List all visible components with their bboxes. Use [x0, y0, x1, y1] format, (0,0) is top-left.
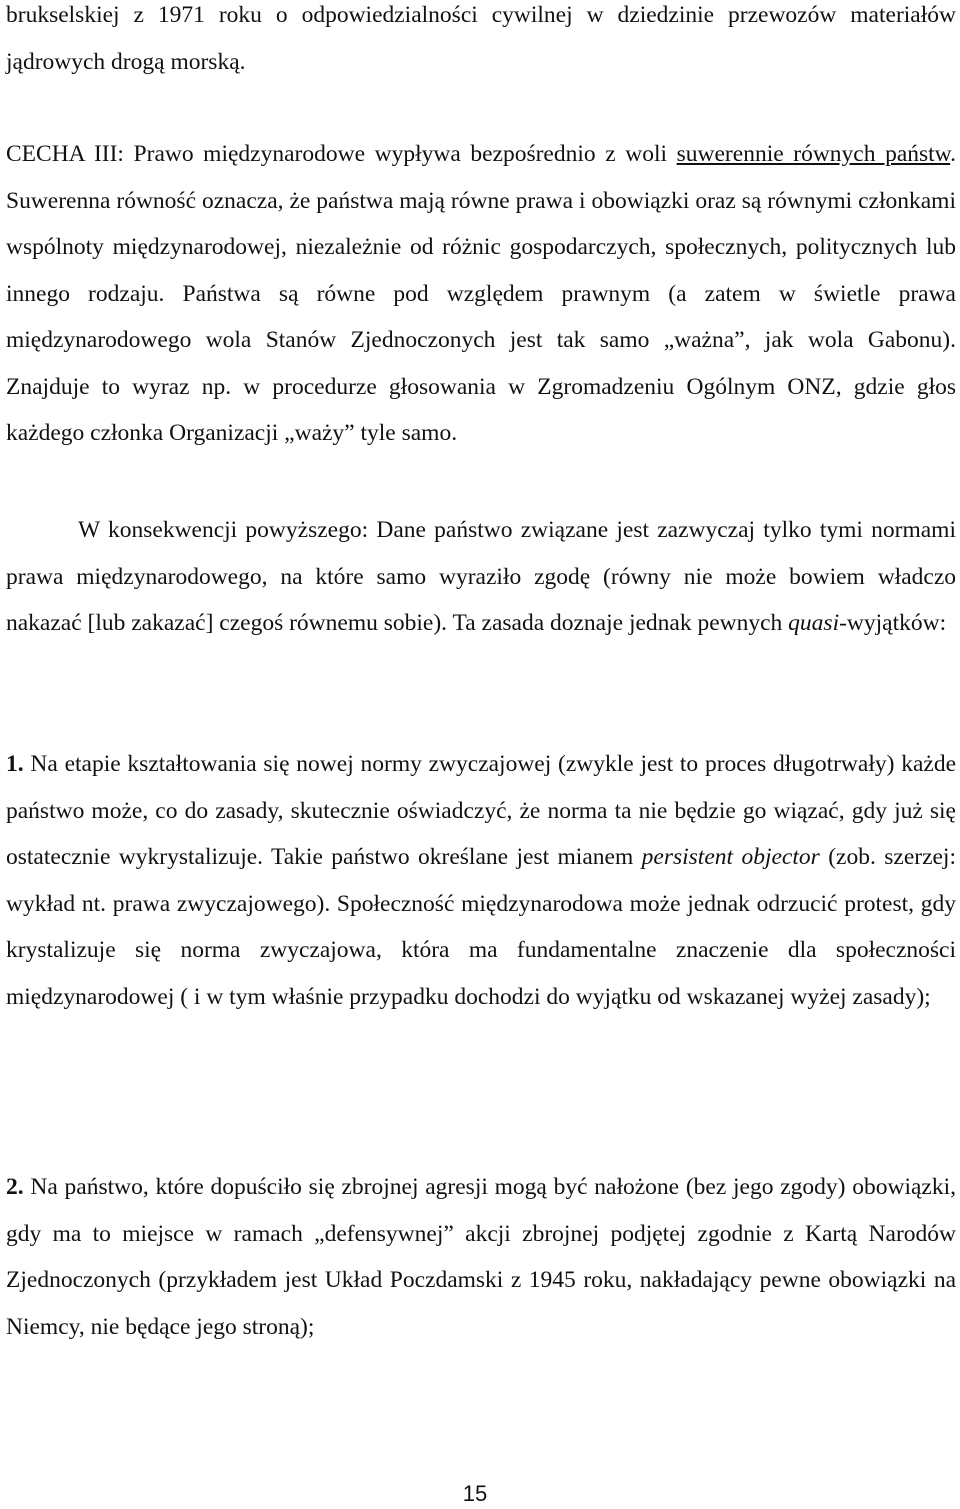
document-page — [6, 0, 956, 1509]
list-item-1-body: Na etapie kształtowania się nowej normy zwyczajowej (zwykle jest to proces długotrwały) każde państwo może, co do zasady, skutecznie oświadczyć, że norma ta nie będzie go wiązać, gdy już się ostatecznie wykrystalizuje. Takie państwo określane jest mianem — [6, 751, 956, 870]
paragraph-cecha-3 — [6, 131, 956, 457]
list-item-1-italic-term: persistent objector — [641, 844, 820, 870]
consequence-body: W konsekwencji powyższego: Dane państwo związane jest zazwyczaj tylko tymi normami prawa międzynarodowego, na które samo wyraziło zgodę (równy nie może bowiem władczo nakazać [lub zakazać] czegoś równemu sobie). Ta zasada doznaje jednak pewnych — [6, 517, 956, 636]
cecha-3-body: . Suwerenna równość oznacza, że państwa mają równe prawa i obowiązki oraz są równymi członkami wspólnoty międzynarodowej, niezależnie od różnic gospodarczych, społecznych, politycznych lub innego rodzaju. Państwa są równe pod względem prawnym (a zatem w świetle prawa międzynarodowego wola Stanów Zjednoczonych jest tak samo „ważna”, jak wola Gabonu). Znajduje to wyraz np. w procedurze głosowania w Zgromadzeniu Ogólnym ONZ, gdzie głos każdego członka Organizacji „waży” tyle samo. — [6, 141, 956, 446]
list-item-2-body: Na państwo, które dopuściło się zbrojnej agresji mogą być nałożone (bez jego zgody) obowiązki, gdy ma to miejsce w ramach „defensywnej” akcji zbrojnej podjętej zgodnie z Kartą Narodów Zjednoczonych (przykładem jest Układ Poczdamski z 1945 roku, nakładający pewne obowiązki na Niemcy, nie będące jego stroną); — [6, 1174, 956, 1340]
paragraph-intro-text: brukselskiej z 1971 roku o odpowiedzialności cywilnej w dziedzinie przewozów materiałów jądrowych drogą morską. — [6, 2, 956, 75]
list-item-1-number: 1. — [6, 751, 24, 777]
paragraph-intro — [6, 0, 956, 85]
list-item-1 — [6, 741, 956, 1020]
paragraph-consequence — [6, 507, 956, 647]
list-item-1-tail: (zob. szerzej: wykład nt. prawa zwyczajowego). Społeczność międzynarodowa może jednak odrzucić protest, gdy krystalizuje się norma zwyczajowa, która ma fundamentalne znaczenie dla społeczności międzynarodowej ( i w tym właśnie przypadku dochodzi do wyjątku od wskazanej wyżej zasady); — [6, 844, 956, 1010]
cecha-3-lead: CECHA III: Prawo międzynarodowe wypływa bezpośrednio z woli — [6, 141, 677, 167]
consequence-italic-term: quasi — [788, 610, 840, 636]
consequence-tail: -wyjątków: — [839, 610, 947, 636]
list-item-2-number: 2. — [6, 1174, 24, 1200]
cecha-3-underlined-phrase: suwerennie równych państw — [676, 141, 951, 167]
page-number: 15 — [462, 1481, 488, 1506]
list-item-2 — [6, 1164, 956, 1350]
